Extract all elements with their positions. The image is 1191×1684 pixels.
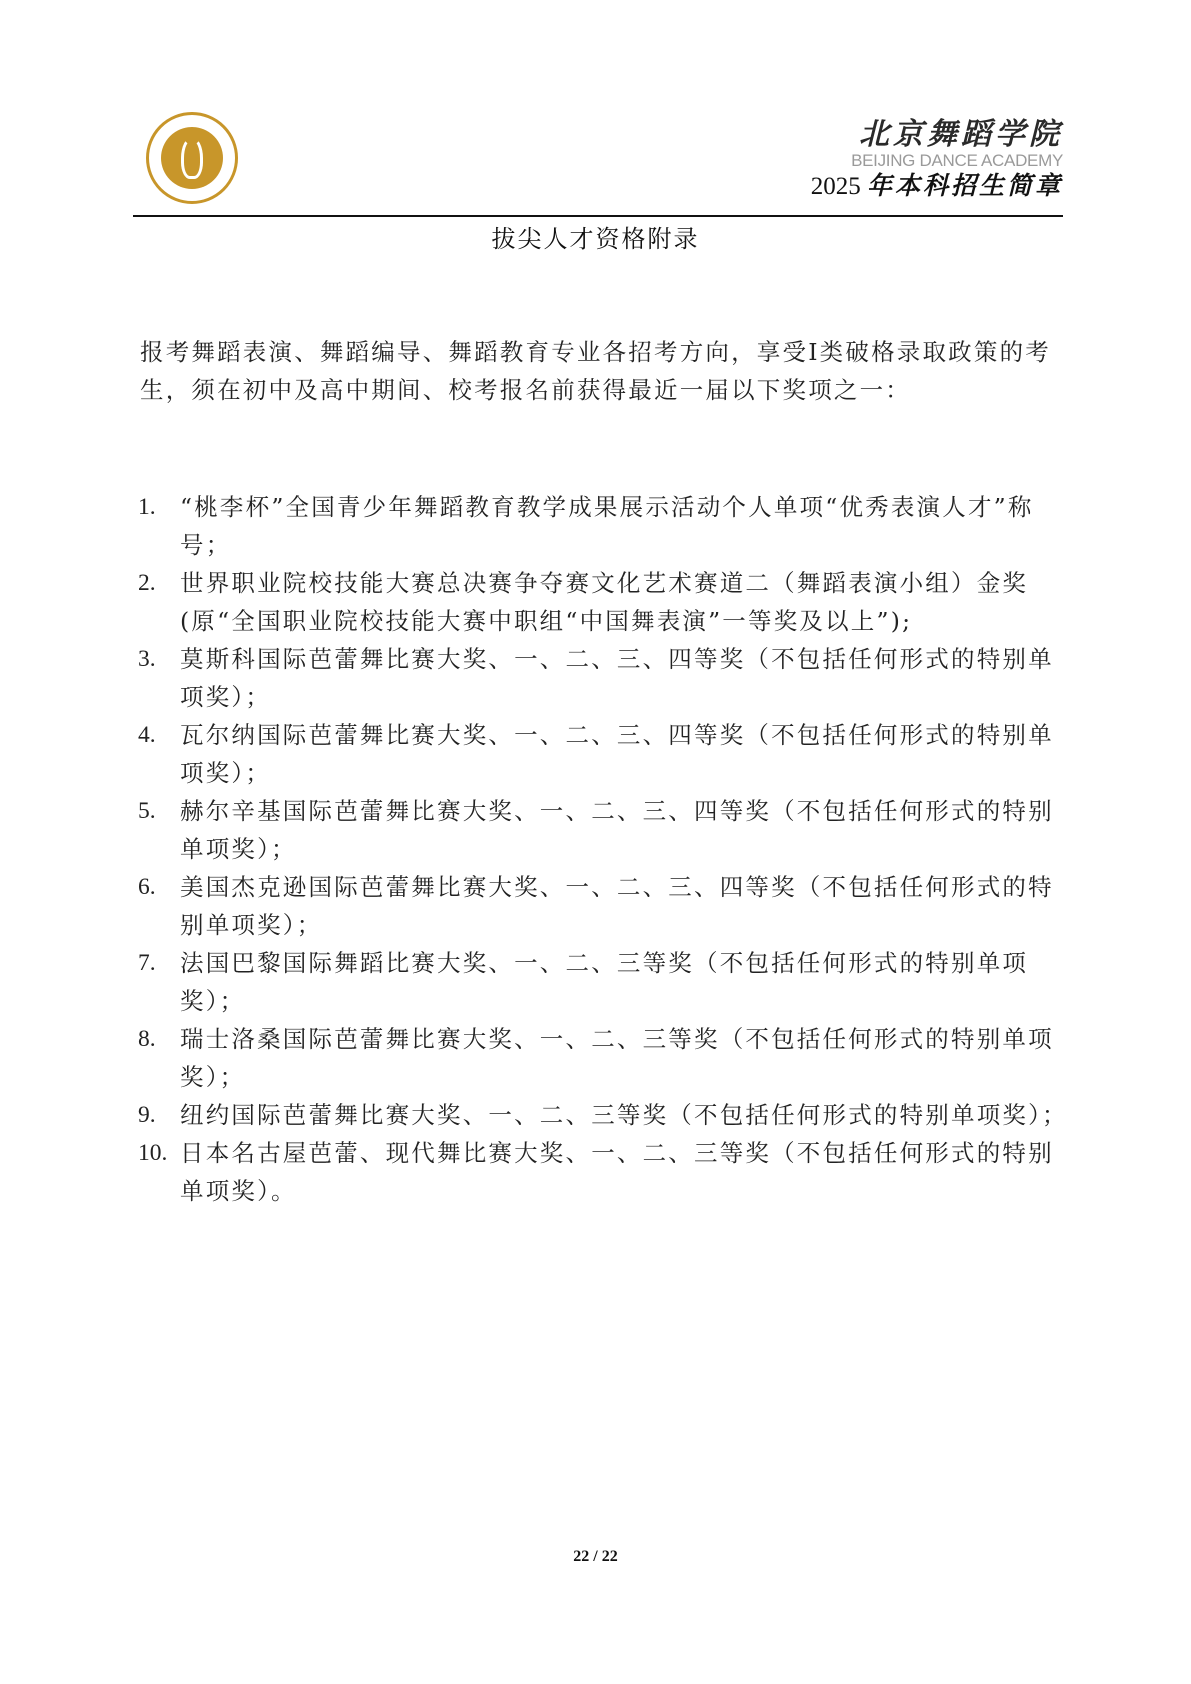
list-item — [138, 1134, 1068, 1210]
list-item — [138, 944, 1068, 1020]
list-item — [138, 868, 1068, 944]
page-number: 22 / 22 — [573, 1548, 618, 1565]
list-text: 美国杰克逊国际芭蕾舞比赛大奖、一、二、三、四等奖（不包括任何形式的特别单项奖）； — [180, 873, 1054, 939]
header-divider — [133, 215, 1063, 217]
page-title: 拔尖人才资格附录 — [491, 225, 700, 253]
list-text: 纽约国际芭蕾舞比赛大奖、一、二、三等奖（不包括任何形式的特别单项奖）； — [180, 1101, 1068, 1129]
list-text: “桃李杯”全国青少年舞蹈教育教学成果展示活动个人单项“优秀表演人才”称号； — [180, 493, 1034, 559]
list-item — [138, 488, 1068, 564]
list-number: 2. — [138, 570, 156, 596]
brand-name-cn: 北京舞蹈学院 — [859, 117, 1063, 152]
brochure-year: 2025 — [810, 173, 861, 200]
list-text: 世界职业院校技能大赛总决赛争夺赛文化艺术赛道二（舞蹈表演小组）金奖(原“全国职业院校技能大赛中职组“中国舞表演”一等奖及以上”); — [180, 569, 1029, 635]
list-number: 9. — [138, 1102, 156, 1128]
academy-logo — [146, 112, 238, 204]
list-number: 3. — [138, 646, 156, 672]
intro-paragraph: 报考舞蹈表演、舞蹈编导、舞蹈教育专业各招考方向，享受Ⅰ类破格录取政策的考生，须在初中及高中期间、校考报名前获得最近一届以下奖项之一： — [140, 338, 1051, 404]
list-number: 8. — [138, 1026, 156, 1052]
list-number: 7. — [138, 950, 156, 976]
brochure-subtitle-cn: 年本科招生简章 — [866, 173, 1063, 200]
list-text: 法国巴黎国际舞蹈比赛大奖、一、二、三等奖（不包括任何形式的特别单项奖）； — [180, 949, 1029, 1015]
list-number: 10. — [138, 1140, 168, 1166]
list-item — [138, 564, 1068, 640]
list-text: 莫斯科国际芭蕾舞比赛大奖、一、二、三、四等奖（不包括任何形式的特别单项奖）； — [180, 645, 1054, 711]
header-brand — [811, 118, 1063, 202]
list-number: 1. — [138, 494, 156, 520]
list-item — [138, 1096, 1068, 1134]
brochure-subtitle — [811, 172, 1063, 202]
dancer-figure-icon — [181, 137, 203, 179]
list-text: 日本名古屋芭蕾、现代舞比赛大奖、一、二、三等奖（不包括任何形式的特别单项奖）。 — [180, 1139, 1054, 1205]
list-number: 6. — [138, 874, 156, 900]
list-item — [138, 640, 1068, 716]
list-number: 4. — [138, 722, 156, 748]
list-item — [138, 1020, 1068, 1096]
list-text: 瑞士洛桑国际芭蕾舞比赛大奖、一、二、三等奖（不包括任何形式的特别单项奖）； — [180, 1025, 1054, 1091]
list-text: 瓦尔纳国际芭蕾舞比赛大奖、一、二、三、四等奖（不包括任何形式的特别单项奖）； — [180, 721, 1054, 787]
dancer-emblem-icon — [161, 127, 223, 189]
list-item — [138, 792, 1068, 868]
brand-name-en: BEIJING DANCE ACADEMY — [851, 151, 1063, 170]
award-list — [138, 488, 1068, 1210]
list-text: 赫尔辛基国际芭蕾舞比赛大奖、一、二、三、四等奖（不包括任何形式的特别单项奖）； — [180, 797, 1054, 863]
list-item — [138, 716, 1068, 792]
list-number: 5. — [138, 798, 156, 824]
